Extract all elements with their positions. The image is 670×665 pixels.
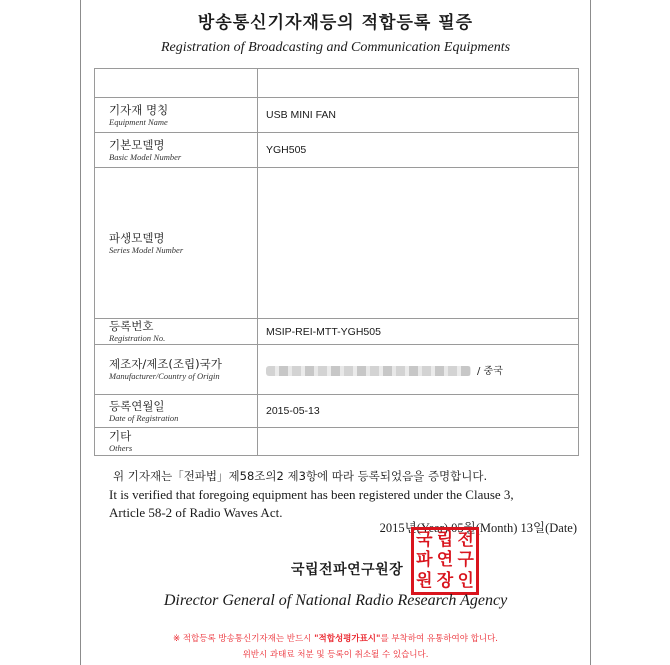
table-row-registration-no <box>95 319 579 345</box>
title-english: Registration of Broadcasting and Communication Equipments <box>160 40 511 55</box>
series-model-label: 파생모델명 Series Model Number <box>95 168 258 319</box>
series-model-value <box>258 168 579 319</box>
seal-char: 파 <box>416 550 433 571</box>
table-row-others <box>95 428 579 456</box>
basic-model-value: YGH505 <box>258 133 579 168</box>
date-value: 2015-05-13 <box>258 395 579 428</box>
footnote-line1: ※ 적합등록 방송통신기자재는 반드시 "적합성평가표시"를 부착하여 유통하여야 합니다. <box>172 634 498 644</box>
footnote-line2: 위반시 과태료 처분 및 등록이 취소될 수 있습니다. <box>242 650 429 660</box>
seal-char: 구 <box>457 550 474 571</box>
certification-text-english-line2: Article 58-2 of Radio Waves Act. <box>109 505 283 520</box>
basic-model-label: 기본모델명 Basic Model Number <box>95 133 258 168</box>
issue-date: 2015년(Year) 05월(Month) 13일(Date) <box>379 521 577 535</box>
table-row-date <box>95 395 579 428</box>
seal-char: 원 <box>416 571 433 592</box>
seal-char: 립 <box>436 529 454 550</box>
certification-text-korean: 위 기자재는「전파법」제58조의2 제3항에 따라 등록되었음을 증명합니다. <box>113 469 488 483</box>
certificate-page <box>80 0 591 665</box>
registration-no-value: MSIP-REI-MTT-YGH505 <box>258 319 579 345</box>
others-value <box>258 428 579 456</box>
seal-char: 연 <box>436 550 454 571</box>
others-label: 기타 Others <box>95 428 258 456</box>
official-seal <box>411 527 479 595</box>
redacted-manufacturer-name <box>266 366 471 376</box>
equipment-name-label: 기자재 명칭 Equipment Name <box>95 98 258 133</box>
manufacturer-value <box>258 345 579 395</box>
director-title-english: Director General of National Radio Research Agency <box>163 592 508 609</box>
seal-char: 국 <box>416 529 433 550</box>
manufacturer-label: 제조자/제조(조립)국가 Manufacturer/Country of Origin <box>95 345 258 395</box>
registration-no-label: 등록번호 Registration No. <box>95 319 258 345</box>
table-row-equipment-name <box>95 98 579 133</box>
date-label: 등록연월일 Date of Registration <box>95 395 258 428</box>
director-title-korean: 국립전파연구원장 <box>291 562 404 578</box>
equipment-name-value: USB MINI FAN <box>258 98 579 133</box>
table-row-series-model <box>95 168 579 319</box>
title-korean: 방송통신기자재등의 적합등록 필증 <box>197 13 474 33</box>
table-row-basic-model <box>95 133 579 168</box>
certification-text-english-line1: It is verified that foregoing equipment has been registered under the Clause 3, <box>109 487 514 502</box>
table-row-manufacturer <box>95 345 579 395</box>
seal-char: 전 <box>457 529 474 550</box>
conformity-mark-text: "적합성평가표시" <box>314 634 381 644</box>
country-of-origin: / 중국 <box>477 366 503 377</box>
seal-char: 인 <box>457 571 474 592</box>
registration-table <box>94 68 579 456</box>
table-row-blank <box>95 69 579 98</box>
seal-char: 장 <box>436 571 454 592</box>
